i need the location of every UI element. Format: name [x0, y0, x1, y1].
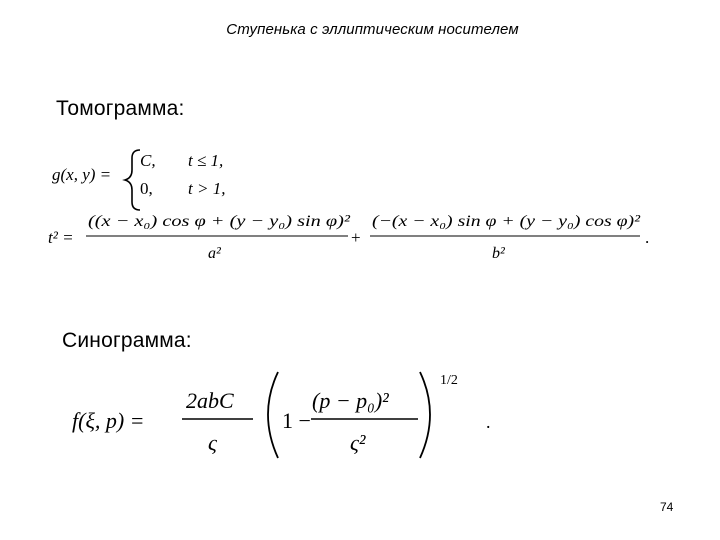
- case2-value: 0,: [140, 179, 153, 198]
- sinogram-inner-num: (p − p₀)²: [312, 388, 389, 413]
- tomogram-label: Томограмма:: [56, 97, 185, 120]
- case1-condition: t ≤ 1,: [188, 151, 224, 170]
- ellipse-numerator-1: ((x − x₀) cos φ + (y − y₀) sin φ)²: [88, 213, 352, 230]
- sinogram-one-minus: 1 −: [282, 408, 311, 433]
- piecewise-formula: [52, 150, 225, 210]
- left-paren: [268, 372, 278, 458]
- sinogram-frac-den: ς: [208, 430, 217, 455]
- left-brace: [125, 150, 140, 210]
- sinogram-frac-num: 2abC: [186, 388, 234, 413]
- sinogram-label: Синограмма:: [62, 329, 192, 352]
- sinogram-formula: [72, 372, 491, 458]
- sinogram-lhs: f(ξ, p) =: [72, 408, 145, 433]
- right-paren: [420, 372, 430, 458]
- piecewise-lhs: g(x, y) =: [52, 165, 112, 184]
- ellipse-plus: +: [351, 228, 361, 247]
- sinogram-inner-den: ς²: [350, 430, 366, 455]
- ellipse-end: .: [645, 228, 650, 247]
- ellipse-denominator-1: a²: [208, 245, 221, 262]
- slide-title: Ступенька с эллиптическим носителем: [226, 21, 519, 38]
- case2-condition: t > 1,: [188, 179, 226, 198]
- ellipse-denominator-2: b²: [492, 245, 505, 262]
- ellipse-formula: [48, 213, 649, 262]
- sinogram-exponent: 1/2: [440, 373, 458, 388]
- sinogram-end: .: [486, 412, 491, 432]
- page-number: 74: [660, 500, 674, 514]
- ellipse-numerator-2: (−(x − x₀) sin φ + (y − y₀) cos φ)²: [372, 213, 642, 230]
- case1-value: C,: [140, 151, 156, 170]
- ellipse-lhs: t² =: [48, 228, 74, 247]
